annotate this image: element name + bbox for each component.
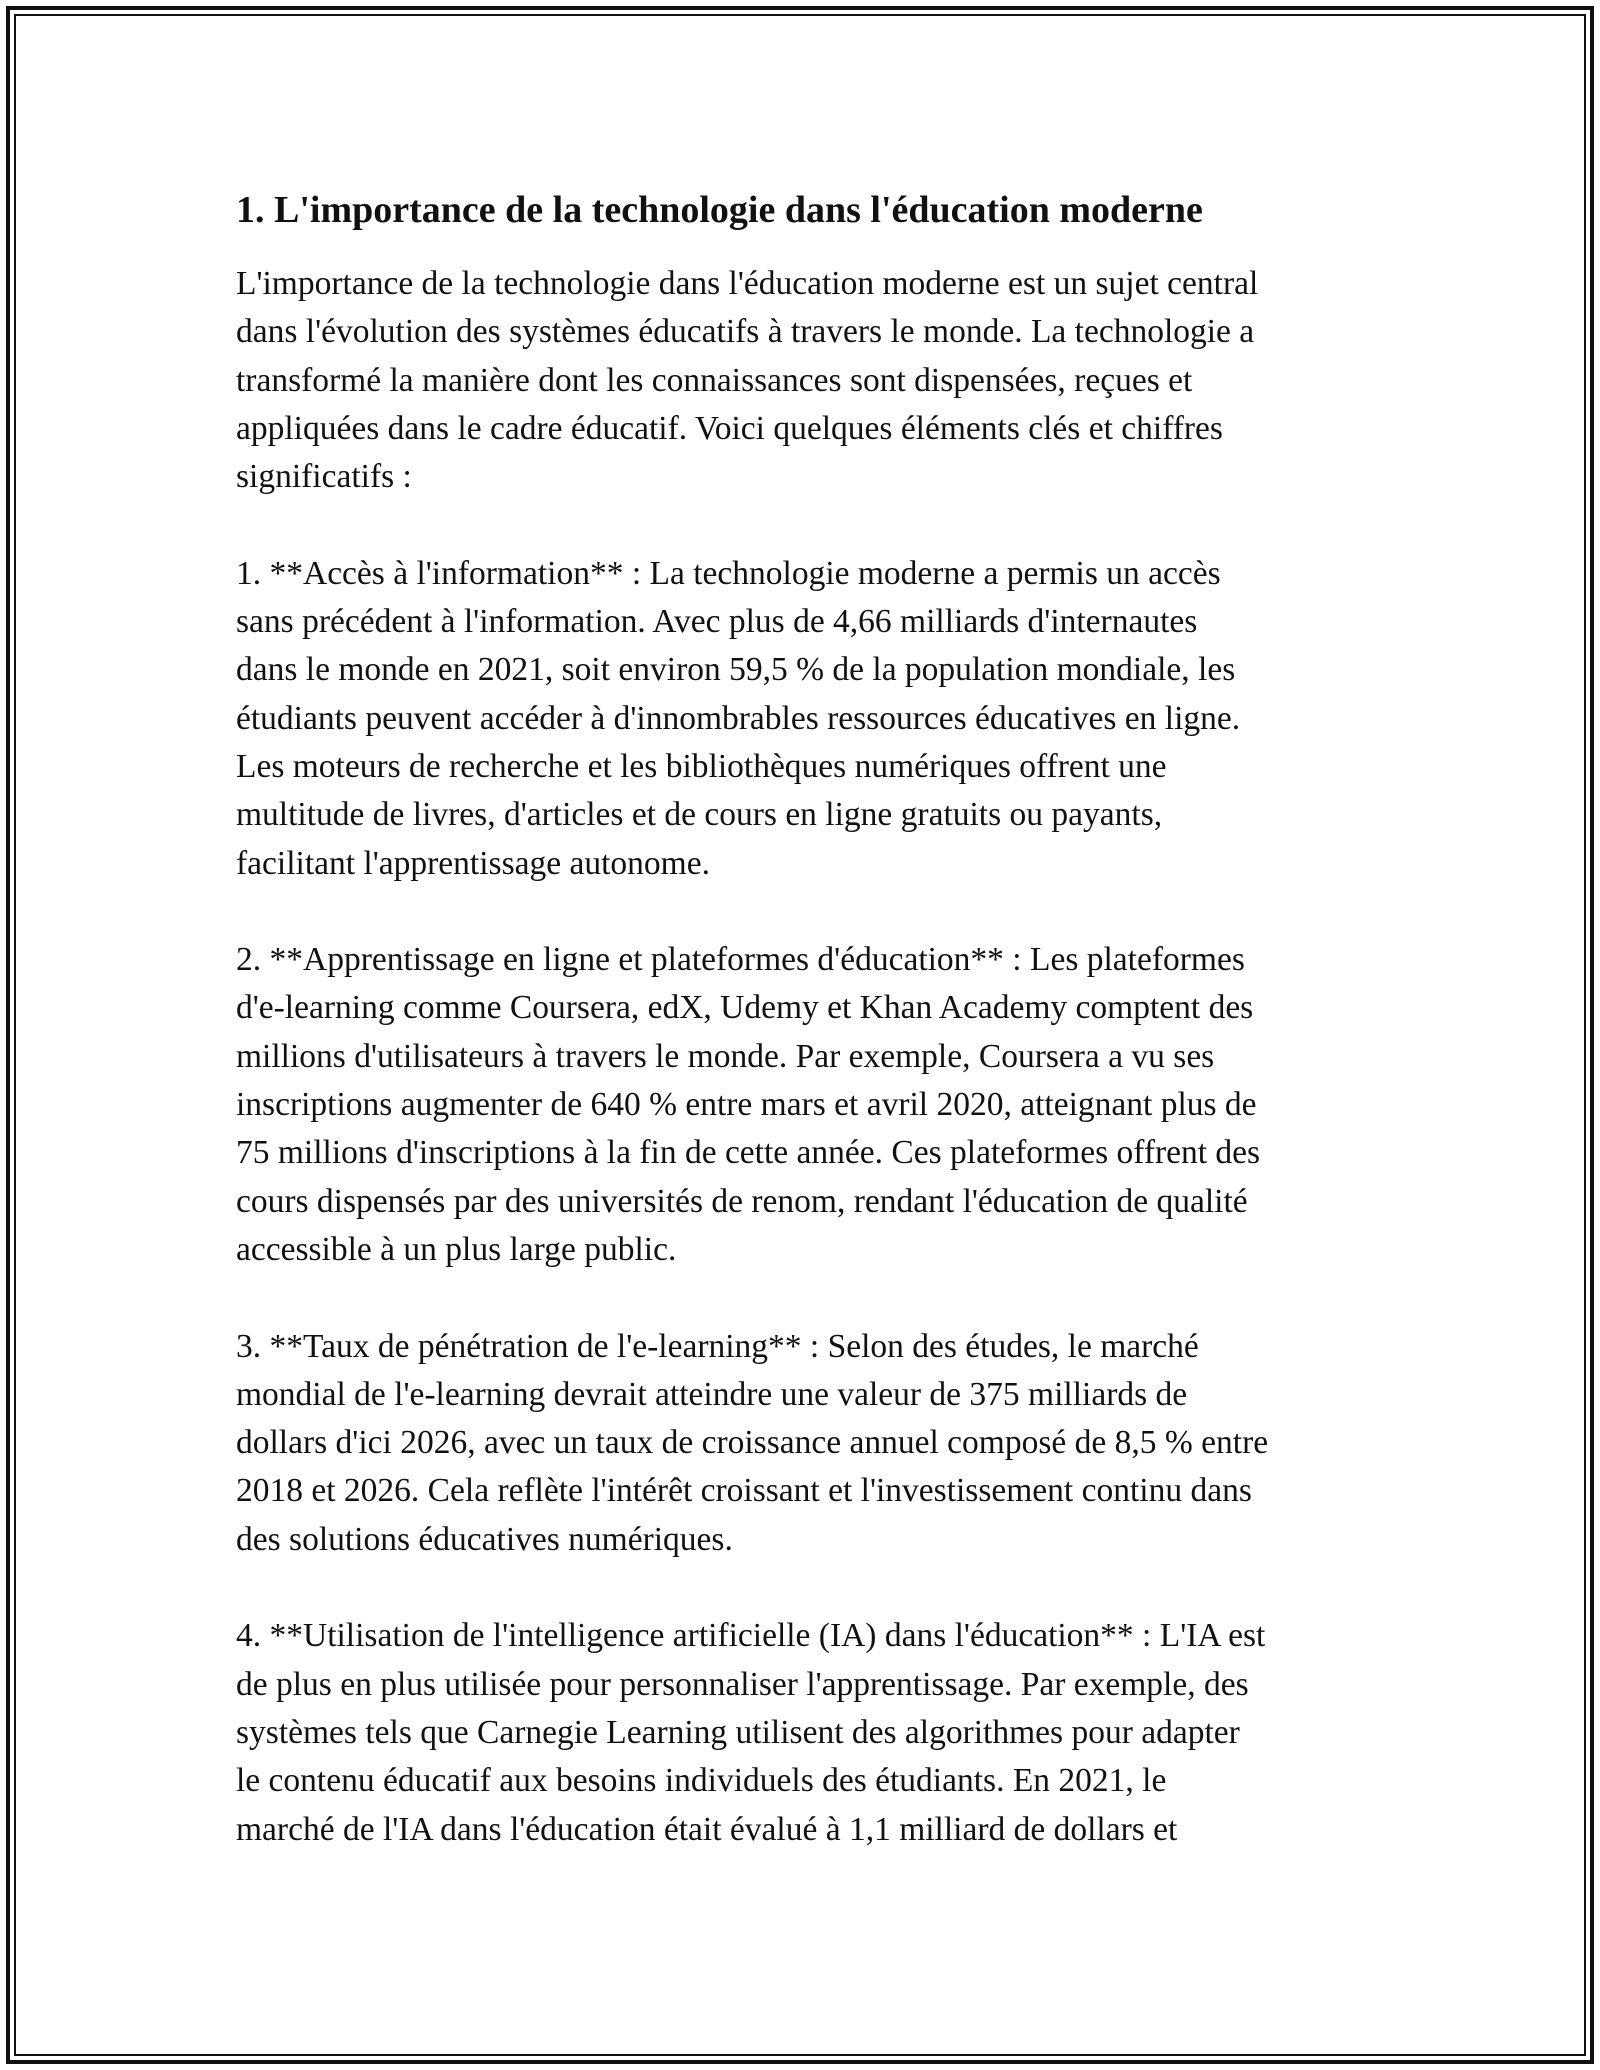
point-1-paragraph: 1. **Accès à l'information** : La technologie moderne a permis un accès sans précédent à l'information. Avec plus de 4,66 milliards d'internautes dans le monde en 2021, soit environ 59,5 % de la population mondiale, les étudiants peuvent accéder à d'innombrables ressources éducatives en ligne. Les moteurs de recherche et les bibliothèques numériques offrent une multitude de livres, d'articles et de cours en ligne gratuits ou payants, facilitant l'apprentissage autonome.	[236, 554, 1241, 882]
intro-paragraph: L'importance de la technologie dans l'éducation moderne est un sujet central dans l'évolution des systèmes éducatifs à travers le monde. La technologie a transformé la manière dont les connaissances sont dispensées, reçues et appliquées dans le cadre éducatif. Voici quelques éléments clés et chiffres significatifs :	[236, 265, 1259, 496]
point-2-paragraph: 2. **Apprentissage en ligne et plateformes d'éducation** : Les plateformes d'e-learning comme Coursera, edX, Udemy et Khan Academy comptent des millions d'utilisateurs à travers le monde. Par exemple, Coursera a vu ses inscriptions augmenter de 640 % entre mars et avril 2020, atteignant plus de 75 millions d'inscriptions à la fin de cette année. Ces plateformes offrent des cours dispensés par des universités de renom, rendant l'éducation de qualité accessible à un plus large public.	[236, 941, 1261, 1268]
document-body	[236, 186, 1376, 1902]
point-3-paragraph: 3. **Taux de pénétration de l'e-learning** : Selon des études, le marché mondial de l'e-learning devrait atteindre une valeur de 375 milliards de dollars d'ici 2026, avec un taux de croissance annuel composé de 8,5 % entre 2018 et 2026. Cela reflète l'intérêt croissant et l'investissement continu dans des solutions éducatives numériques.	[236, 1327, 1269, 1558]
point-4-paragraph: 4. **Utilisation de l'intelligence artificielle (IA) dans l'éducation** : L'IA est de plus en plus utilisée pour personnaliser l'apprentissage. Par exemple, des systèmes tels que Carnegie Learning utilisent des algorithmes pour adapter le contenu éducatif aux besoins individuels des étudiants. En 2021, le marché de l'IA dans l'éducation était évalué à 1,1 milliard de dollars et	[236, 1617, 1266, 1848]
section-heading: 1. L'importance de la technologie dans l'éducation moderne	[236, 189, 1203, 231]
